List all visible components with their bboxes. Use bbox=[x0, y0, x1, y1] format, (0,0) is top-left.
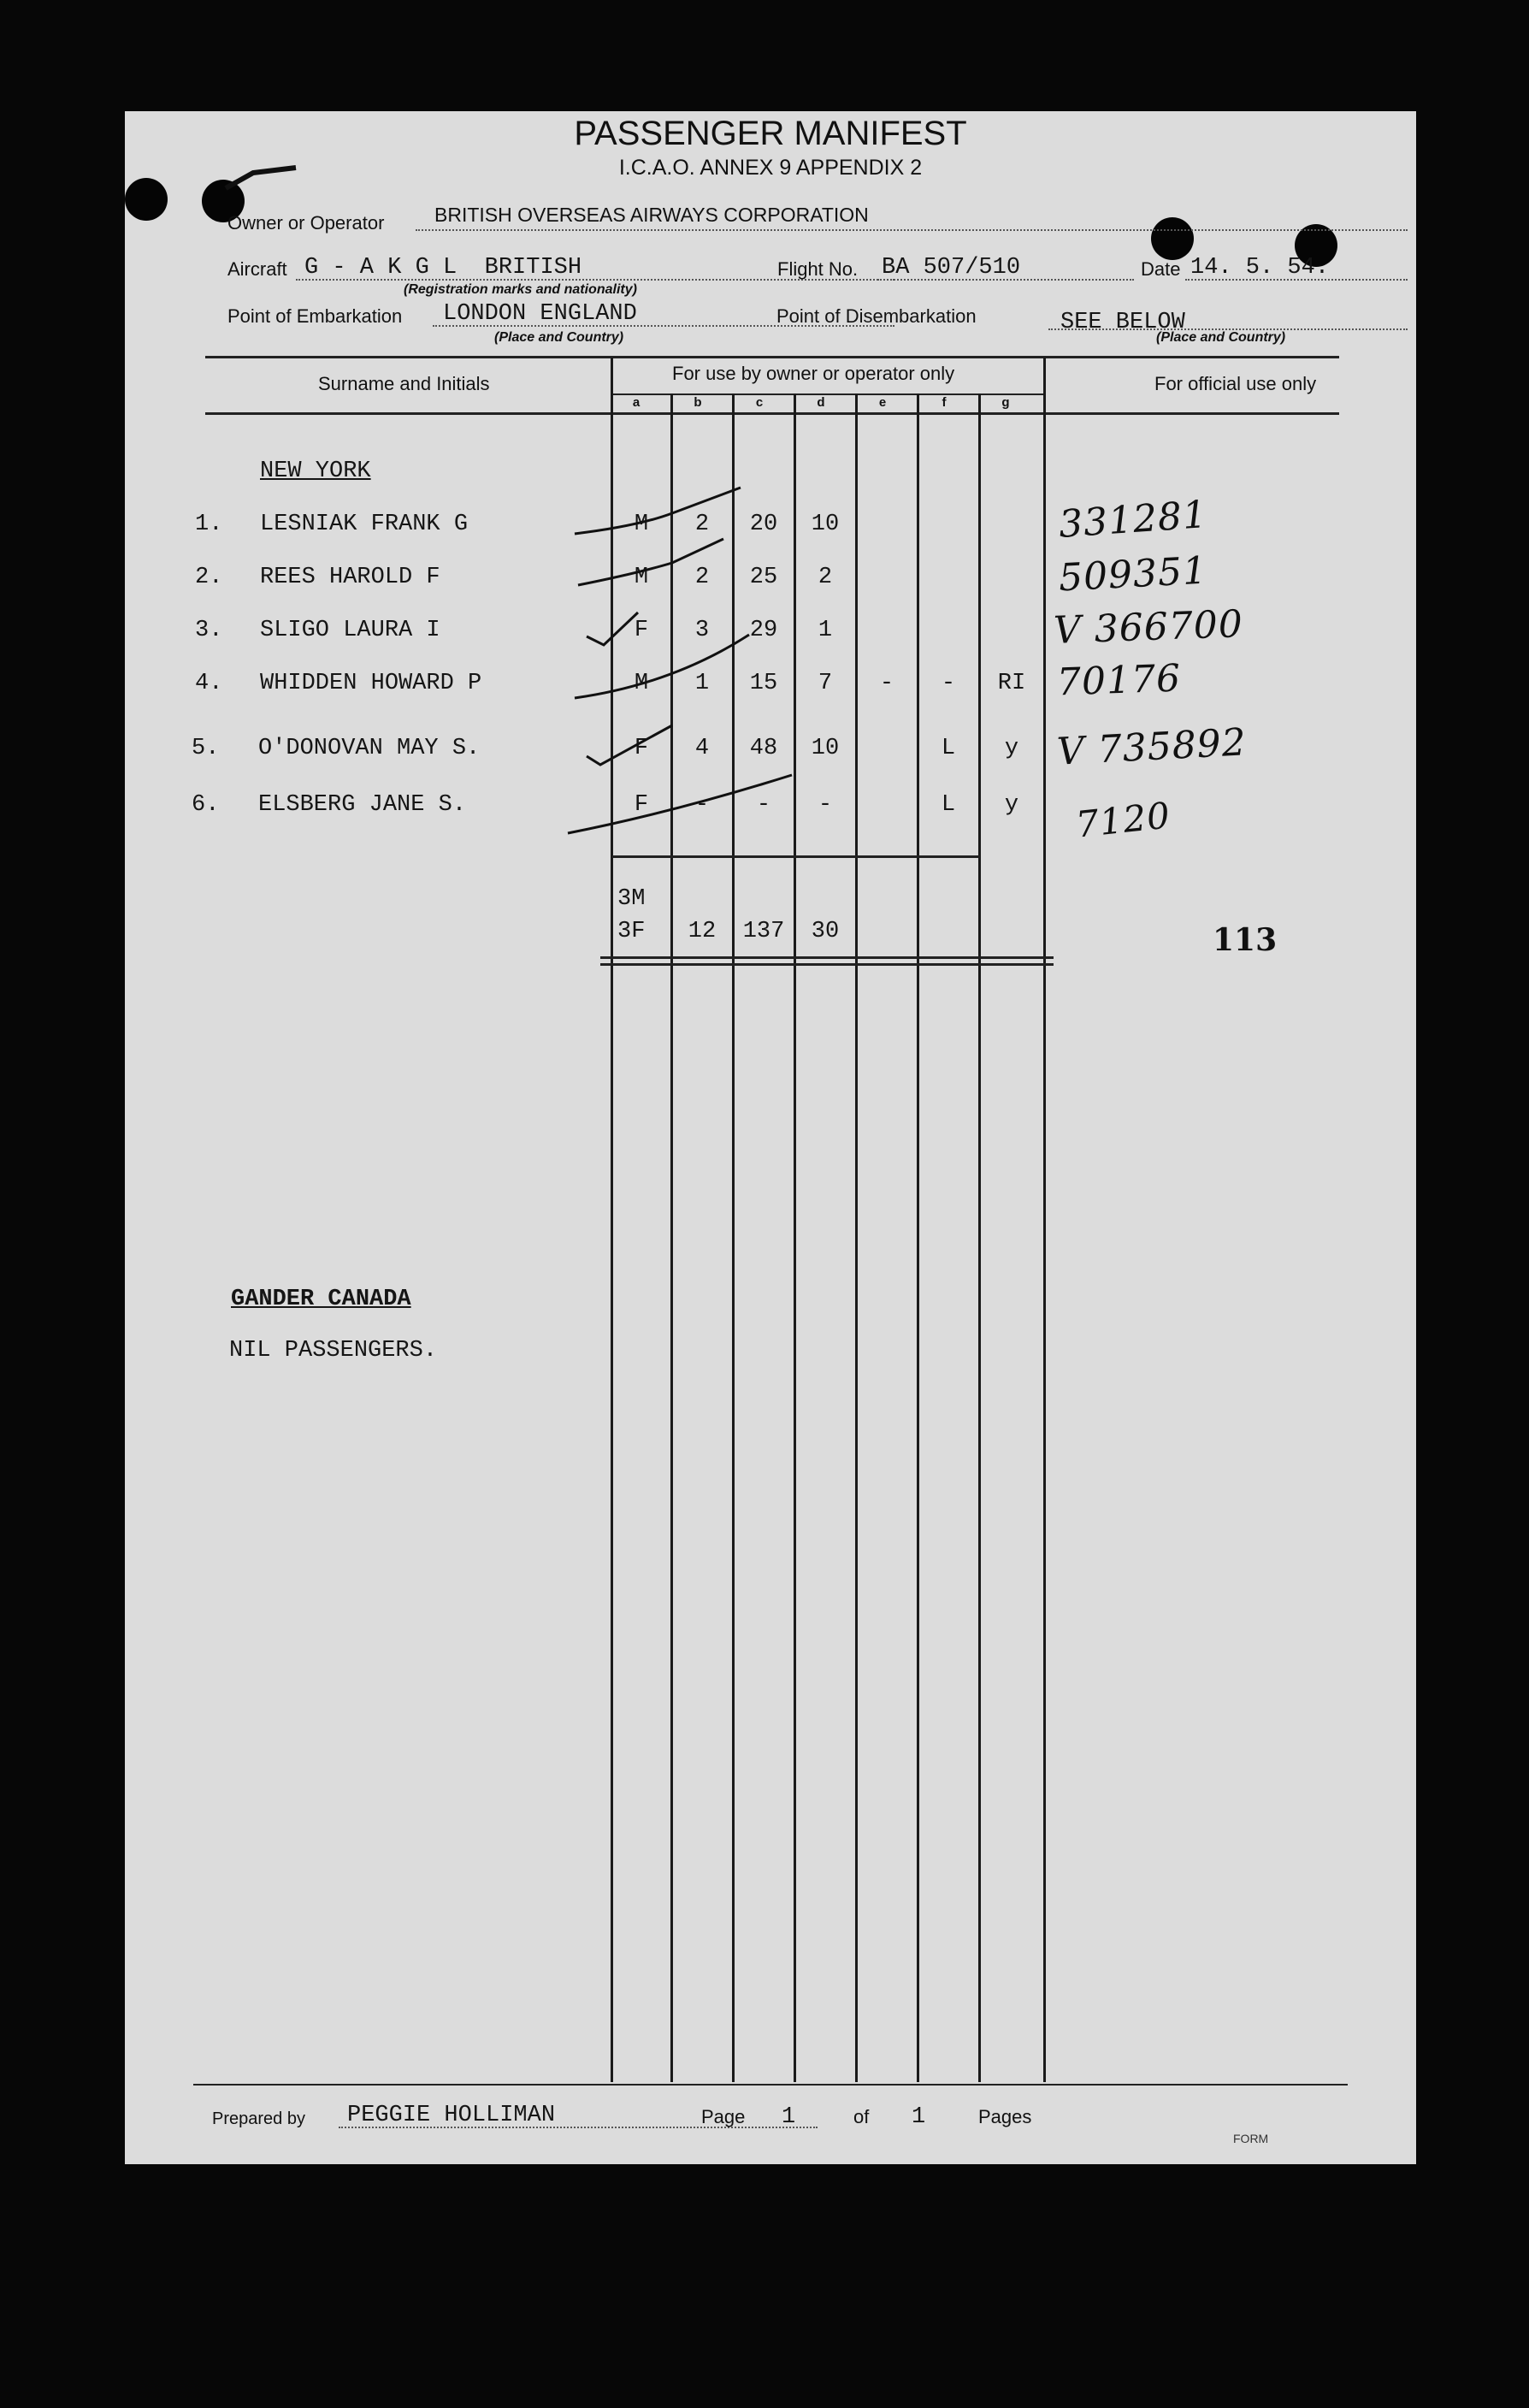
sub-col-a: a bbox=[632, 395, 641, 410]
cell-d: 1 bbox=[818, 618, 833, 643]
embarkation-label: Point of Embarkation bbox=[227, 305, 403, 327]
total-d: 30 bbox=[811, 919, 840, 944]
official-number: 331281 bbox=[1057, 492, 1209, 547]
total-male: 3M bbox=[617, 886, 646, 912]
strike-marks bbox=[125, 111, 1416, 2164]
cell-d: 10 bbox=[811, 512, 840, 537]
official-number: V 366700 bbox=[1053, 602, 1244, 653]
pages-label: Pages bbox=[978, 2106, 1032, 2127]
date-label: Date bbox=[1141, 258, 1181, 280]
date-value: 14. 5. 54. bbox=[1190, 255, 1330, 281]
cell-d: 10 bbox=[811, 736, 840, 761]
prepared-by-label: Prepared by bbox=[212, 2109, 305, 2128]
cell-a: F bbox=[634, 618, 649, 643]
official-use-header: For official use only bbox=[1154, 373, 1317, 394]
disembarkation-note: (Place and Country) bbox=[1156, 330, 1286, 345]
sub-col-e: e bbox=[878, 395, 887, 410]
cell-c: 48 bbox=[749, 736, 778, 761]
form-label: FORM bbox=[1233, 2132, 1269, 2145]
disembarkation-label: Point of Disembarkation bbox=[776, 305, 977, 327]
sub-col-g: g bbox=[1001, 395, 1010, 410]
row-number: 6. bbox=[192, 792, 220, 818]
cell-g: y bbox=[1004, 736, 1019, 761]
row-number: 5. bbox=[192, 736, 220, 761]
cell-f: L bbox=[941, 736, 956, 761]
passenger-name: ELSBERG JANE S. bbox=[258, 792, 467, 818]
row-number: 4. bbox=[195, 671, 223, 696]
cell-g: RI bbox=[997, 671, 1026, 696]
owner-use-header: For use by owner or operator only bbox=[672, 363, 955, 384]
official-number: 509351 bbox=[1057, 548, 1209, 601]
cell-c: - bbox=[756, 792, 771, 818]
page-title: PASSENGER MANIFEST bbox=[574, 115, 967, 152]
cell-a: M bbox=[634, 671, 649, 696]
cell-d: 2 bbox=[818, 565, 833, 590]
cell-a: F bbox=[634, 792, 649, 818]
total-female: 3F bbox=[617, 919, 646, 944]
sub-col-f: f bbox=[942, 395, 947, 410]
gander-note: NIL PASSENGERS. bbox=[229, 1338, 438, 1364]
page-subtitle: I.C.A.O. ANNEX 9 APPENDIX 2 bbox=[618, 156, 923, 180]
section-heading-new-york: NEW YORK bbox=[260, 459, 371, 484]
of-label: of bbox=[853, 2106, 870, 2127]
cell-f: - bbox=[941, 671, 956, 696]
cell-d: 7 bbox=[818, 671, 833, 696]
total-c: 137 bbox=[742, 919, 785, 944]
official-number: V 735892 bbox=[1055, 720, 1248, 774]
flight-label: Flight No. bbox=[777, 258, 859, 280]
cell-b: 1 bbox=[694, 671, 710, 696]
cell-b: 4 bbox=[694, 736, 710, 761]
sub-col-c: c bbox=[755, 395, 764, 410]
surname-header: Surname and Initials bbox=[318, 373, 490, 394]
aircraft-value: G - A K G L BRITISH bbox=[304, 255, 582, 281]
cell-c: 29 bbox=[749, 618, 778, 643]
row-number: 3. bbox=[195, 618, 223, 643]
row-number: 2. bbox=[195, 565, 223, 590]
manifest-sheet bbox=[125, 111, 1416, 2164]
cell-a: M bbox=[634, 565, 649, 590]
cell-e: - bbox=[879, 671, 894, 696]
cell-c: 20 bbox=[749, 512, 778, 537]
passenger-name: LESNIAK FRANK G bbox=[260, 512, 469, 537]
of-value: 1 bbox=[912, 2104, 926, 2130]
embarkation-value: LONDON ENGLAND bbox=[443, 301, 637, 327]
total-b: 12 bbox=[688, 919, 717, 944]
passenger-name: O'DONOVAN MAY S. bbox=[258, 736, 481, 761]
cell-c: 25 bbox=[749, 565, 778, 590]
owner-value: BRITISH OVERSEAS AIRWAYS CORPORATION bbox=[434, 204, 869, 226]
page-label: Page bbox=[701, 2106, 746, 2127]
official-number: 7120 bbox=[1073, 794, 1173, 846]
row-number: 1. bbox=[195, 512, 223, 537]
cell-c: 15 bbox=[749, 671, 778, 696]
cell-b: - bbox=[694, 792, 710, 818]
cell-a: M bbox=[634, 512, 649, 537]
official-number: 70176 bbox=[1056, 656, 1182, 705]
aircraft-label: Aircraft bbox=[227, 258, 287, 280]
embarkation-note: (Place and Country) bbox=[494, 330, 624, 345]
cell-b: 2 bbox=[694, 512, 710, 537]
section-heading-gander: GANDER CANADA bbox=[231, 1287, 411, 1312]
cell-g: y bbox=[1004, 792, 1019, 818]
disembarkation-value: SEE BELOW bbox=[1060, 310, 1185, 335]
passenger-name: WHIDDEN HOWARD P bbox=[260, 671, 482, 696]
cell-a: F bbox=[634, 736, 649, 761]
passenger-name: REES HAROLD F bbox=[260, 565, 440, 590]
cell-f: L bbox=[941, 792, 956, 818]
flight-value: BA 507/510 bbox=[882, 255, 1021, 281]
cell-b: 2 bbox=[694, 565, 710, 590]
cell-d: - bbox=[818, 792, 833, 818]
sub-col-d: d bbox=[817, 395, 825, 410]
aircraft-note: (Registration marks and nationality) bbox=[404, 282, 637, 297]
official-total: 113 bbox=[1213, 922, 1278, 958]
owner-label: Owner or Operator bbox=[227, 212, 385, 234]
sub-col-b: b bbox=[694, 395, 702, 410]
page-value: 1 bbox=[782, 2104, 796, 2130]
prepared-by-value: PEGGIE HOLLIMAN bbox=[347, 2103, 556, 2128]
passenger-name: SLIGO LAURA I bbox=[260, 618, 440, 643]
cell-b: 3 bbox=[694, 618, 710, 643]
